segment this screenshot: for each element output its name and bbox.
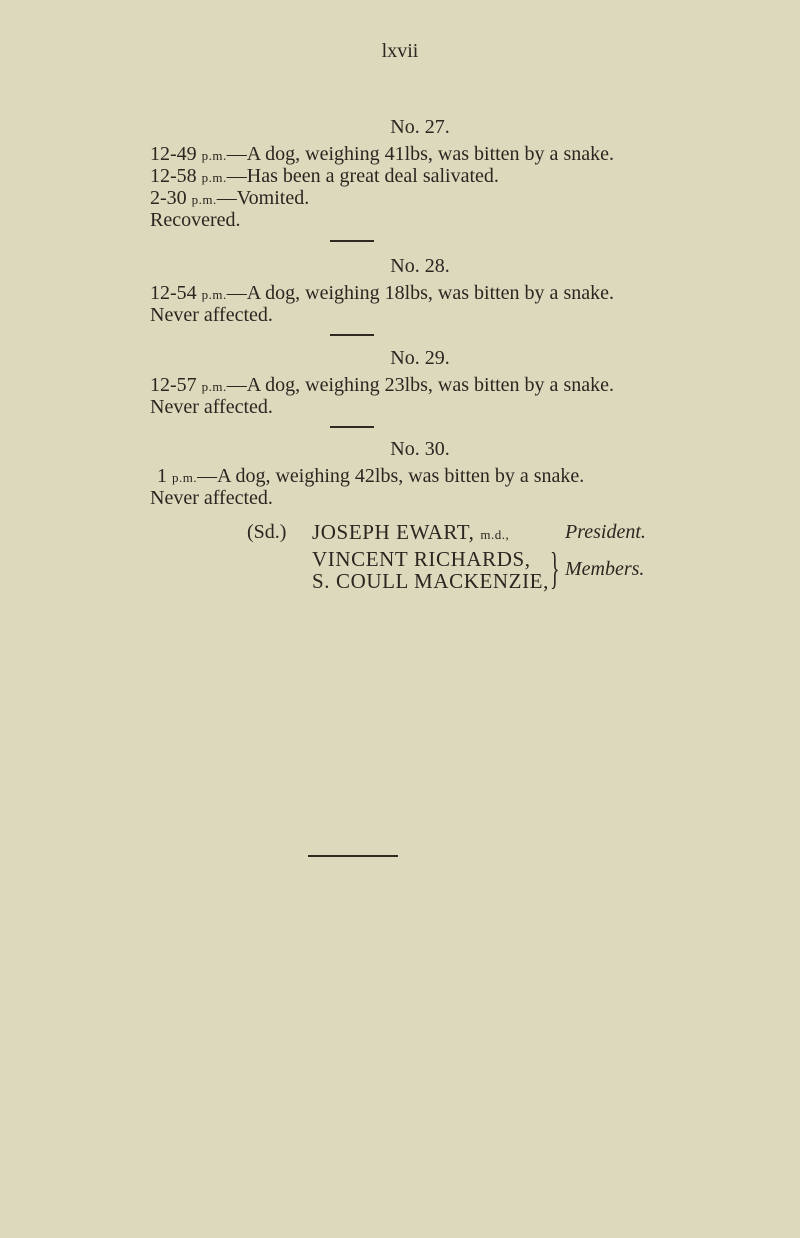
president-title: President. [565,521,646,543]
entry-line [150,165,499,189]
signature-line [312,520,509,545]
line-text: —A dog, weighing 41lbs, was bitten by a snake. [226,143,614,165]
members-title: Members. [565,558,645,580]
time-suffix: p.m. [201,148,227,163]
section-divider [330,334,374,336]
time-suffix: p.m. [172,470,198,485]
entry-line [157,465,584,489]
entry-line: Never affected. [150,396,273,418]
brace-symbol: } [550,544,560,593]
member-name: VINCENT RICHARDS, [312,547,531,571]
president-name: JOSEPH EWART, [312,520,475,544]
line-text: —A dog, weighing 42lbs, was bitten by a snake. [197,465,585,487]
signature-prefix: (Sd.) [247,521,287,543]
time: 12-58 [150,165,197,187]
member-name: S. COULL MACKENZIE, [312,569,549,593]
time: 12-57 [150,374,197,396]
president-degree: m.d., [480,527,510,542]
time: 12-49 [150,143,197,165]
section-divider [330,240,374,242]
end-rule [308,855,398,857]
entry-line: Recovered. [150,209,241,231]
entry-heading: No. 27. [390,116,450,138]
line-text: —A dog, weighing 18lbs, was bitten by a snake. [226,282,614,304]
time: 2-30 [150,187,187,209]
section-divider [330,426,374,428]
time-suffix: p.m. [191,192,217,207]
time-suffix: p.m. [201,170,227,185]
time-suffix: p.m. [201,379,227,394]
entry-line [150,187,309,211]
entry-heading: No. 29. [390,347,450,369]
time-suffix: p.m. [201,287,227,302]
time: 1 [157,465,167,487]
line-text: —Vomited. [216,187,310,209]
entry-line: Never affected. [150,304,273,326]
page-number: lxvii [381,40,419,62]
entry-line [150,282,614,306]
entry-line [150,374,614,398]
entry-heading: No. 28. [390,255,450,277]
line-text: —Has been a great deal salivated. [226,165,499,187]
entry-line [150,143,614,167]
entry-heading: No. 30. [390,438,450,460]
line-text: —A dog, weighing 23lbs, was bitten by a snake. [226,374,614,396]
entry-line: Never affected. [150,487,273,509]
time: 12-54 [150,282,197,304]
